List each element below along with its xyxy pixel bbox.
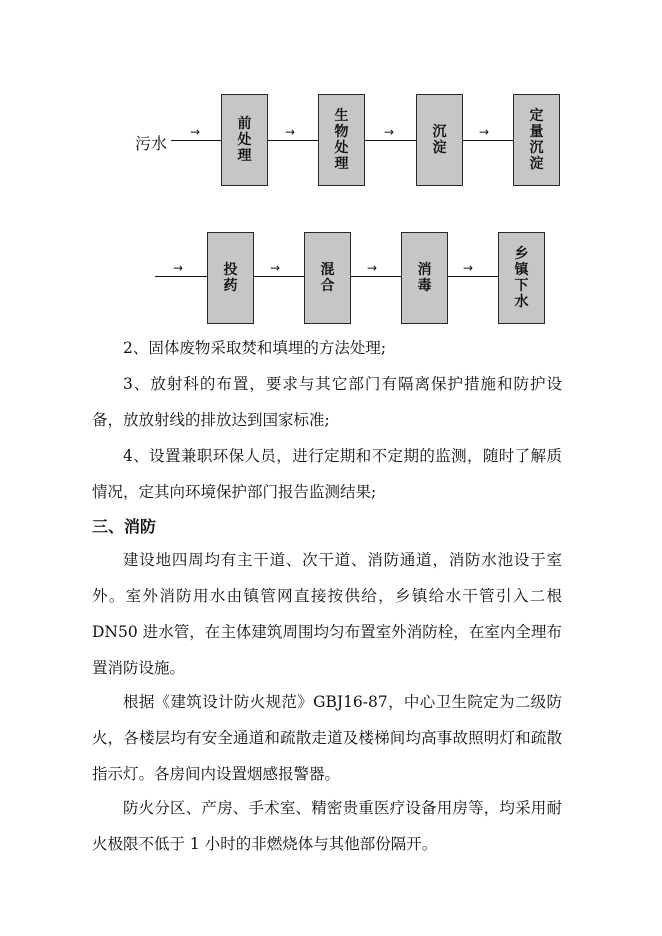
arrow-icon: → [173, 261, 184, 275]
section-heading-fire: 三、消防 [92, 517, 157, 536]
flow-box-label: 定量沉淀 [529, 108, 544, 172]
paragraph-monitoring: 4、设置兼职环保人员，进行定期和不定期的监测，随时了解质情况，定其向环境保护部门报告监测结果; [92, 447, 562, 501]
paragraph-radiology: 3、放射科的布置，要求与其它部门有隔离保护措施和防护设备，放放射线的排放达到国家标准; [92, 375, 562, 429]
flow-box-town-sewer [498, 232, 545, 324]
paragraph-fire-code: 根据《建筑设计防火规范》GBJ16-87，中心卫生院定为二级防火，各楼层均有安全通道和疏散走道及楼梯间均高事故照明灯和疏散指示灯。各房间内设置烟感报警器。 [92, 693, 562, 783]
arrow-icon: → [367, 261, 378, 275]
flow-box-label: 前处理 [237, 116, 252, 164]
flow-box-dosing [207, 232, 254, 324]
flow-box-quantitative-sedimentation [513, 94, 560, 186]
arrow-icon: → [384, 125, 395, 139]
arrow-icon: → [270, 261, 281, 275]
flow-box-label: 消毒 [417, 262, 432, 294]
flow-box-disinfection [401, 232, 448, 324]
flow-box-label: 投药 [223, 262, 238, 294]
flow-box-label: 混合 [320, 262, 335, 294]
flow-box-label: 乡镇下水 [514, 246, 529, 310]
flow-box-pretreatment [221, 94, 268, 186]
paragraph-solid-waste: 2、固体废物采取焚和填埋的方法处理; [123, 339, 387, 357]
flow-box-label: 沉淀 [432, 124, 447, 156]
arrow-icon: → [190, 125, 201, 139]
flow-box-sedimentation [416, 94, 463, 186]
flow-box-label: 生物处理 [334, 108, 349, 172]
sewage-label: 污水 [135, 134, 168, 153]
paragraph-fire-roads: 建设地四周均有主干道、次干道、消防通道，消防水池设于室外。室外消防用水由镇管网直接按供给，乡镇给水干管引入二根 DN50 进水管，在主体建筑周围均匀布置室外消防栓，在室内全理布置消防设施。 [92, 551, 562, 677]
paragraph-fire-zones: 防火分区、产房、手术室、精密贵重医疗设备用房等，均采用耐火极限不低于 1 小时的非燃烧体与其他部份隔开。 [92, 799, 562, 853]
arrow-icon: → [463, 261, 474, 275]
flow-box-biological [318, 94, 365, 186]
flow-box-mixing [304, 232, 351, 324]
arrow-icon: → [285, 125, 296, 139]
arrow-icon: → [479, 125, 490, 139]
